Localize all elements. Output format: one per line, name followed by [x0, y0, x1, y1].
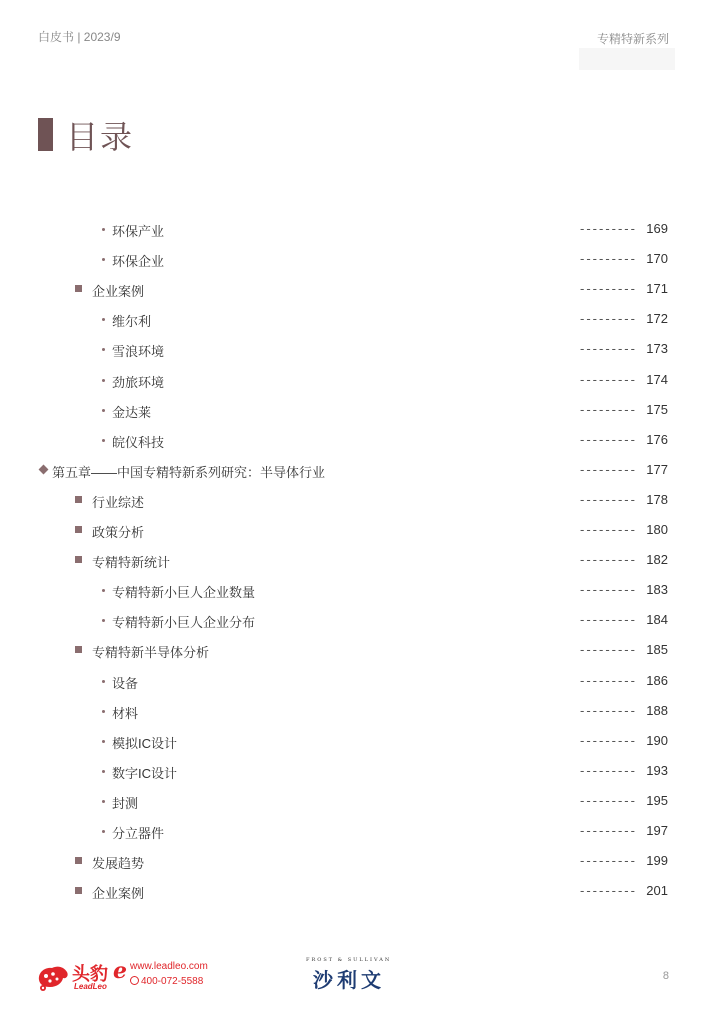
toc-entry[interactable]: [0, 876, 709, 906]
toc-entry[interactable]: [0, 635, 709, 665]
toc-page-number: 193: [646, 763, 668, 778]
toc-entry-label: 企业案例: [92, 284, 145, 299]
toc-entry-label: 雪浪环境: [112, 344, 165, 359]
toc-page-number: 180: [646, 522, 668, 537]
footer-logo: [36, 958, 216, 994]
toc-entry[interactable]: [0, 455, 709, 485]
dot-bullet-icon: [102, 710, 105, 713]
header-decoration: [579, 48, 675, 70]
toc-entry[interactable]: [0, 696, 709, 726]
toc-leader: ---------: [580, 341, 637, 356]
toc-entry-label: 专精特新统计: [92, 555, 171, 570]
toc-leader: ---------: [580, 582, 637, 597]
toc-entry-label: 政策分析: [92, 525, 145, 540]
toc-entry-label: 金达莱: [112, 405, 152, 420]
toc-entry[interactable]: [0, 545, 709, 575]
toc-entry[interactable]: [0, 485, 709, 515]
dot-bullet-icon: [102, 680, 105, 683]
logo-english-name: LeadLeo: [74, 982, 107, 991]
dot-bullet-icon: [102, 830, 105, 833]
toc-page-number: 185: [646, 642, 668, 657]
toc-page-number: 184: [646, 612, 668, 627]
toc-leader: ---------: [580, 492, 637, 507]
logo-chinese-name: 头豹: [72, 964, 108, 984]
toc-entry[interactable]: [0, 786, 709, 816]
toc-entry[interactable]: [0, 334, 709, 364]
toc-entry-label: 第五章——中国专精特新系列研究：半导体行业: [52, 465, 326, 480]
toc-leader: ---------: [580, 733, 637, 748]
toc-entry-label: 专精特新小巨人企业数量: [112, 585, 256, 600]
dot-bullet-icon: [102, 619, 105, 622]
toc-leader: ---------: [580, 402, 637, 417]
dot-bullet-icon: [102, 439, 105, 442]
toc-leader: ---------: [580, 763, 637, 778]
dot-bullet-icon: [102, 589, 105, 592]
header-right: 专精特新系列: [596, 32, 669, 46]
square-bullet-icon: [75, 857, 82, 864]
toc-leader: ---------: [580, 311, 637, 326]
toc-entry-label: 皖仪科技: [112, 435, 165, 450]
phone-icon: [130, 976, 139, 985]
toc-page-number: 174: [646, 372, 668, 387]
page-title: 目录: [66, 119, 135, 155]
toc-page-number: 176: [646, 432, 668, 447]
toc-entry-label: 维尔利: [112, 314, 152, 329]
logo-e-mark: e: [113, 958, 127, 984]
toc-entry[interactable]: [0, 244, 709, 274]
square-bullet-icon: [75, 646, 82, 653]
toc-leader: ---------: [580, 612, 637, 627]
toc-entry[interactable]: [0, 214, 709, 244]
toc-entry-label: 企业案例: [92, 886, 145, 901]
dot-bullet-icon: [102, 348, 105, 351]
dot-bullet-icon: [102, 800, 105, 803]
toc-entry-label: 分立器件: [112, 826, 165, 841]
toc-entry-label: 环保产业: [112, 224, 165, 239]
page-number: 8: [662, 970, 669, 982]
toc-page-number: 175: [646, 402, 668, 417]
toc-entry[interactable]: [0, 395, 709, 425]
toc-page-number: 170: [646, 251, 668, 266]
toc-page-number: 182: [646, 552, 668, 567]
toc-entry-label: 材料: [112, 706, 139, 721]
toc-leader: ---------: [580, 883, 637, 898]
toc-entry-label: 劲旅环境: [112, 375, 165, 390]
partner-logo-top: FROST & SULLIVAN: [306, 957, 392, 963]
toc-page-number: 201: [646, 883, 668, 898]
toc-entry-label: 发展趋势: [92, 856, 145, 871]
toc-page-number: 169: [646, 221, 668, 236]
toc-entry[interactable]: [0, 666, 709, 696]
toc-page-number: 188: [646, 703, 668, 718]
partner-logo-chinese: 沙利文: [313, 970, 385, 992]
toc-page-number: 171: [646, 281, 668, 296]
toc-leader: ---------: [580, 522, 637, 537]
toc-page-number: 177: [646, 462, 668, 477]
header-left: 白皮书 | 2023/9: [38, 30, 121, 44]
toc-page-number: 173: [646, 341, 668, 356]
toc-page-number: 186: [646, 673, 668, 688]
dot-bullet-icon: [102, 409, 105, 412]
toc-page-number: 197: [646, 823, 668, 838]
square-bullet-icon: [75, 556, 82, 563]
toc-entry-label: 行业综述: [92, 495, 145, 510]
toc-leader: ---------: [580, 251, 637, 266]
toc-entry[interactable]: [0, 816, 709, 846]
dot-bullet-icon: [102, 228, 105, 231]
toc-leader: ---------: [580, 281, 637, 296]
toc-page-number: 195: [646, 793, 668, 808]
toc-leader: ---------: [580, 673, 637, 688]
square-bullet-icon: [75, 285, 82, 292]
dot-bullet-icon: [102, 379, 105, 382]
toc-leader: ---------: [580, 793, 637, 808]
title-accent-bar: [38, 118, 53, 151]
toc-leader: ---------: [580, 221, 637, 236]
toc-entry[interactable]: [0, 846, 709, 876]
toc-page-number: 178: [646, 492, 668, 507]
toc-leader: ---------: [580, 703, 637, 718]
toc-leader: ---------: [580, 432, 637, 447]
toc-entry[interactable]: [0, 304, 709, 334]
toc-entry-label: 设备: [112, 676, 139, 691]
toc-entry[interactable]: [0, 575, 709, 605]
toc-leader: ---------: [580, 853, 637, 868]
toc-leader: ---------: [580, 552, 637, 567]
toc-entry[interactable]: [0, 274, 709, 304]
diamond-bullet-icon: [39, 465, 49, 475]
website-link[interactable]: www.leadleo.com: [130, 961, 208, 972]
phone-line: [130, 976, 203, 987]
dot-bullet-icon: [102, 318, 105, 321]
toc-leader: ---------: [580, 372, 637, 387]
toc-page-number: 190: [646, 733, 668, 748]
toc-entry[interactable]: [0, 756, 709, 786]
toc-entry-label: 数字IC设计: [112, 766, 178, 781]
toc-entry[interactable]: [0, 726, 709, 756]
toc-entry[interactable]: [0, 605, 709, 635]
toc-leader: ---------: [580, 823, 637, 838]
toc-entry-label: 模拟IC设计: [112, 736, 178, 751]
square-bullet-icon: [75, 496, 82, 503]
toc-entry-label: 环保企业: [112, 254, 165, 269]
square-bullet-icon: [75, 887, 82, 894]
toc-entry[interactable]: [0, 515, 709, 545]
toc-page-number: 183: [646, 582, 668, 597]
toc-entry-label: 封测: [112, 796, 139, 811]
toc-entry[interactable]: [0, 365, 709, 395]
toc-page-number: 172: [646, 311, 668, 326]
toc-leader: ---------: [580, 642, 637, 657]
dot-bullet-icon: [102, 770, 105, 773]
toc-page-number: 199: [646, 853, 668, 868]
leopard-logo-icon: [36, 962, 70, 992]
toc-entry-label: 专精特新半导体分析: [92, 645, 210, 660]
phone-number: 400-072-5588: [141, 976, 204, 987]
toc-entry-label: 专精特新小巨人企业分布: [112, 615, 256, 630]
toc-entry[interactable]: [0, 425, 709, 455]
dot-bullet-icon: [102, 258, 105, 261]
toc-leader: ---------: [580, 462, 637, 477]
square-bullet-icon: [75, 526, 82, 533]
dot-bullet-icon: [102, 740, 105, 743]
